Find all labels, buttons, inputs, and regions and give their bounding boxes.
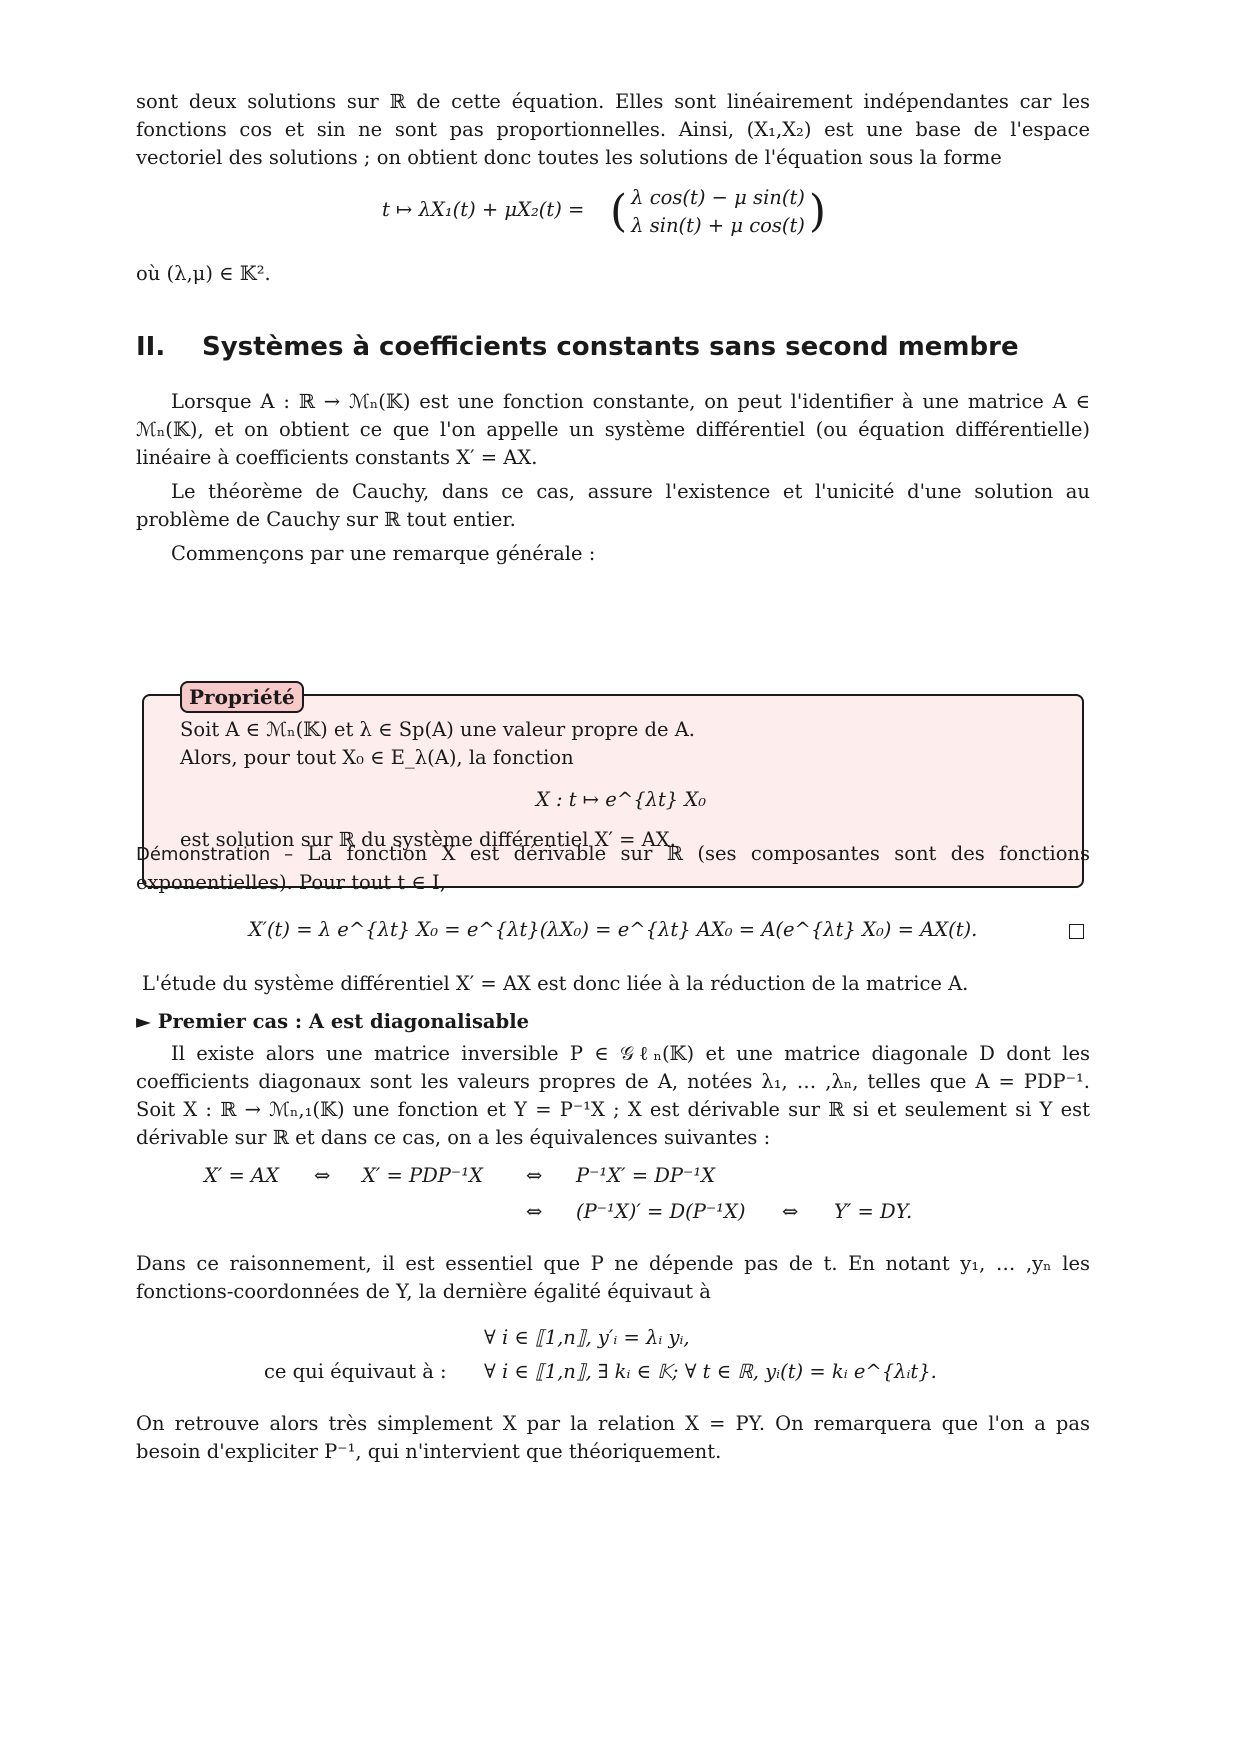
equiv-a: X′ = AX — [204, 1164, 280, 1187]
property-tag: Propriété — [180, 681, 304, 713]
section-paragraph-3: Commençons par une remarque générale : — [171, 542, 596, 565]
lambda-mu-domain: où (λ,μ) ∈ 𝕂². — [136, 262, 271, 285]
section-paragraph-1: Lorsque A : ℝ → ℳₙ(𝕂) est une fonction constante, on peut l'identifier à une matrice A ∈ ℳₙ(𝕂), et on obtient ce que l'on appelle un système différentiel (ou équation différentielle) linéaire à coefficients constants X′ = AX. — [136, 390, 1090, 469]
equiv-e: Y′ = DY. — [834, 1200, 913, 1223]
iff-2: ⇔ — [526, 1164, 543, 1187]
system-line-1: ∀ i ∈ ⟦1,n⟧, y′ᵢ = λᵢ yᵢ, — [484, 1326, 690, 1349]
section-heading — [136, 332, 1019, 362]
intro-paragraph: sont deux solutions sur ℝ de cette équation. Elles sont linéairement indépendantes car les fonctions cos et sin ne sont pas proportionnelles. Ainsi, (X₁,X₂) est une base de l'espace vectoriel des solutions ; on obtient donc toutes les solutions de l'équation sous la forme — [136, 90, 1090, 169]
property-line-3: est solution sur ℝ du système différentiel X′ = AX. — [180, 828, 676, 851]
paren-left: ( — [610, 186, 628, 237]
case1-paragraph-2: Dans ce raisonnement, il est essentiel que P ne dépende pas de t. En notant y₁, … ,yₙ les fonctions-coordonnées de Y, la dernière égalité équivaut à — [136, 1252, 1090, 1303]
proof-text: La fonction X est dérivable sur ℝ (ses composantes sont des fonctions exponentielles). Pour tout t ∈ I, — [136, 842, 1090, 894]
matrix-row-1: λ cos(t) − μ sin(t) — [631, 186, 805, 209]
property-line-2: Alors, pour tout X₀ ∈ E_λ(A), la fonction — [180, 746, 574, 769]
proof-label: Démonstration – — [136, 844, 294, 865]
case1-paragraph-3: On retrouve alors très simplement X par la relation X = PY. On remarquera que l'on a pas besoin d'expliciter P⁻¹, qui n'intervient que théoriquement. — [136, 1412, 1090, 1463]
equiv-b: X′ = PDP⁻¹X — [362, 1164, 483, 1187]
property-line-1: Soit A ∈ ℳₙ(𝕂) et λ ∈ Sp(A) une valeur propre de A. — [180, 718, 695, 741]
section-title: Systèmes à coefficients constants sans second membre — [202, 332, 1019, 362]
case1-paragraph-1: Il existe alors une matrice inversible P ∈ 𝒢ℓₙ(𝕂) et une matrice diagonale D dont les coefficients diagonaux sont les valeurs propres de A, notées λ₁, … ,λₙ, telles que A = PDP⁻¹. Soit X : ℝ → ℳₙ,₁(𝕂) une fonction et Y = P⁻¹X ; X est dérivable sur ℝ si et seulement si Y est dérivable sur ℝ et dans ce cas, on a les équivalences suivantes : — [136, 1042, 1090, 1149]
case1-heading: ► Premier cas : A est diagonalisable — [136, 1010, 530, 1033]
proof-paragraph — [136, 840, 1090, 897]
qed-square-icon — [1069, 924, 1084, 939]
iff-4: ⇔ — [782, 1200, 799, 1223]
proof-equation: X′(t) = λ e^{λt} X₀ = e^{λt}(λX₀) = e^{λt} AX₀ = A(e^{λt} X₀) = AX(t). — [248, 918, 978, 941]
matrix-row-2: λ sin(t) + μ cos(t) — [631, 214, 805, 237]
system-block — [136, 1326, 1090, 1390]
property-equation: X : t ↦ e^{λt} X₀ — [535, 788, 707, 811]
equivalence-block — [136, 1164, 1090, 1228]
equiv-c: P⁻¹X′ = DP⁻¹X — [576, 1164, 716, 1187]
iff-3: ⇔ — [526, 1200, 543, 1223]
equation-left: t ↦ λX₁(t) + μX₂(t) = — [382, 198, 585, 221]
solution-equation — [136, 182, 1090, 242]
section-paragraph-2: Le théorème de Cauchy, dans ce cas, assure l'existence et l'unicité d'une solution au problème de Cauchy sur ℝ tout entier. — [136, 480, 1090, 531]
iff-1: ⇔ — [314, 1164, 331, 1187]
paren-right: ) — [808, 186, 827, 237]
system-label: ce qui équivaut à : — [264, 1360, 447, 1383]
after-proof-text: L'étude du système différentiel X′ = AX est donc liée à la réduction de la matrice A. — [142, 972, 969, 995]
system-line-2: ∀ i ∈ ⟦1,n⟧, ∃ kᵢ ∈ 𝕂; ∀ t ∈ ℝ, yᵢ(t) = kᵢ e^{λᵢt}. — [484, 1360, 937, 1383]
section-number: II. — [136, 332, 166, 362]
equiv-d: (P⁻¹X)′ = D(P⁻¹X) — [576, 1200, 746, 1223]
